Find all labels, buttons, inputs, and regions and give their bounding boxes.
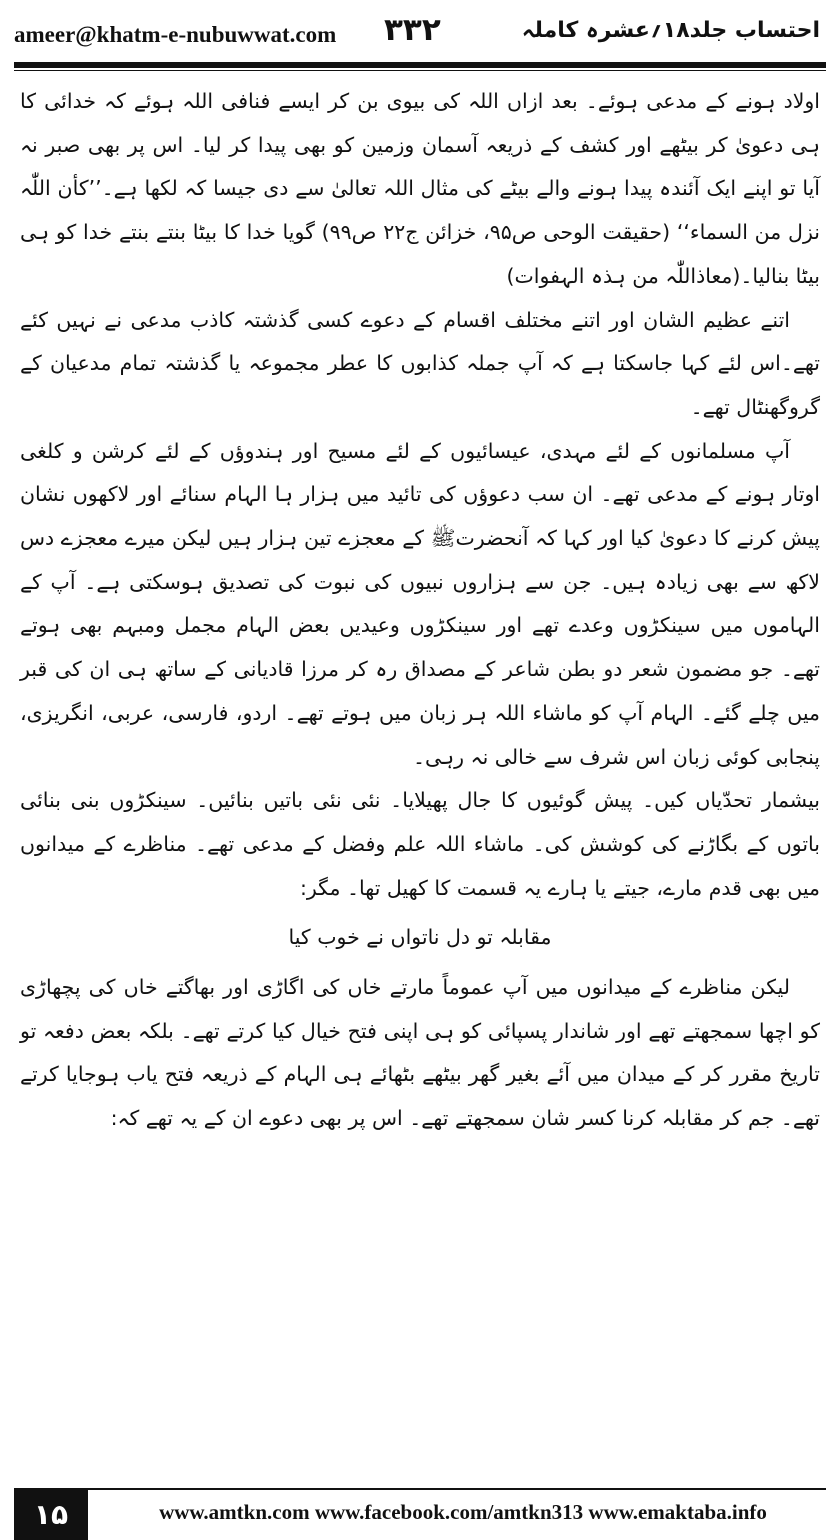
paragraph-5: لیکن مناظرے کے میدانوں میں آپ عموماً مارتے خاں کی اگاڑی اور بھاگتے خاں کی پچھاڑی کو اچھا سمجھتے تھے اور شاندار پسپائی کو ہی اپنی فتح خیال کیا کرتے تھے۔ بلکہ بعض دفعہ تو تاریخ مقرر کر کے میدان میں آئے بغیر گھر بیٹھے بٹھائے ہی الہام کے ذریعہ فتح یاب ہوجایا کرتے تھے۔ جم کر مقابلہ کرنا کسر شان سمجھتے تھے۔ اس پر بھی دعوے ان کے یہ تھے کہ: bbox=[20, 975, 820, 1131]
page-body bbox=[20, 80, 820, 1450]
paragraph-4: بیشمار تحدّیاں کیں۔ پیش گوئیوں کا جال پھیلایا۔ نئی نئی باتیں بنائیں۔ سینکڑوں بنی بنائی باتوں کے بگاڑنے کی کوشش کی۔ ماشاء اللہ علم وفضل کے مدعی تھے۔ مناظرے کے میدانوں میں بھی قدم مارے، جیتے یا ہارے یہ قسمت کا کھیل تھا۔ مگر: bbox=[20, 788, 820, 900]
footer-rule bbox=[14, 1488, 826, 1490]
verse-line: مقابلہ تو دل ناتواں نے خوب کیا bbox=[288, 925, 552, 950]
header-book-title: احتساب جلد۱۸؍عشرہ کاملہ bbox=[521, 18, 820, 43]
footer-page-number: ۱۵ bbox=[14, 1490, 88, 1540]
header-page-number: ۳۳۲ bbox=[384, 12, 441, 48]
header-rule-thick bbox=[14, 62, 826, 68]
paragraph-2: اتنے عظیم الشان اور اتنے مختلف اقسام کے دعوے کسی گذشتہ کاذب مدعی نے نہیں کئے تھے۔اس لئے کہا جاسکتا ہے کہ آپ جملہ کذابوں کا عطر مجموعہ یا گذشتہ تمام مدعیان کے گروگھنٹال تھے۔ bbox=[20, 307, 820, 419]
footer-links: www.amtkn.com www.facebook.com/amtkn313 www.emaktaba.info bbox=[159, 1500, 767, 1524]
paragraph-3: آپ مسلمانوں کے لئے مہدی، عیسائیوں کے لئے مسیح اور ہندوؤں کے لئے کرشن و کلغی اوتار ہونے کے مدعی تھے۔ ان سب دعوؤں کی تائید میں ہزار ہا الہام سنائے اور لاکھوں نشان پیش کرنے کا دعویٰ کیا اور کہا کہ آنحضرتﷺ کے معجزے تین ہزار ہیں لیکن میرے معجزے دس لاکھ سے بھی زیادہ ہیں۔ جن سے ہزاروں نبیوں کی نبوت کی تصدیق ہوسکتی ہے۔ آپ کے الہاموں میں سینکڑوں وعدے تھے اور سینکڑوں وعیدیں بعض الہام مجمل ومبہم بھی ہوتے تھے۔ جو مضمون شعر دو بطن شاعر کے مصداق رہ کر مرزا قادیانی کے ساتھ ہی ان کی قبر میں چلے گئے۔ الہام آپ کو ماشاء اللہ ہر زبان میں ہوتے تھے۔ اردو، فارسی، عربی، انگریزی، پنجابی کوئی زبان اس شرف سے خالی نہ رہی۔ bbox=[20, 438, 820, 769]
page-header bbox=[0, 0, 840, 66]
paragraph-1: اولاد ہونے کے مدعی ہوئے۔ بعد ازاں اللہ کی بیوی بن کر ایسے فنافی اللہ ہوئے کہ خدائی کا ہی دعویٰ کر بیٹھے اور کشف کے ذریعہ آسمان وزمین کو بھی پیدا کر لیا۔ اس پر بھی صبر نہ آیا تو اپنے ایک آئندہ پیدا ہونے والے بیٹے کی مثال اللہ تعالیٰ سے دی جیسا کہ لکھا ہے۔’’کأن اللّٰہ نزل من السماء‘‘ (حقیقت الوحی ص۹۵، خزائن ج۲۲ ص۹۹) گویا خدا کا بیٹا بنتے بنتے خدا کو ہی بیٹا بنالیا۔(معاذاللّٰہ من ہذہ الہفوات) bbox=[20, 89, 820, 288]
header-rule-thin bbox=[14, 70, 826, 71]
header-email: ameer@khatm-e-nubuwwat.com bbox=[14, 22, 337, 47]
